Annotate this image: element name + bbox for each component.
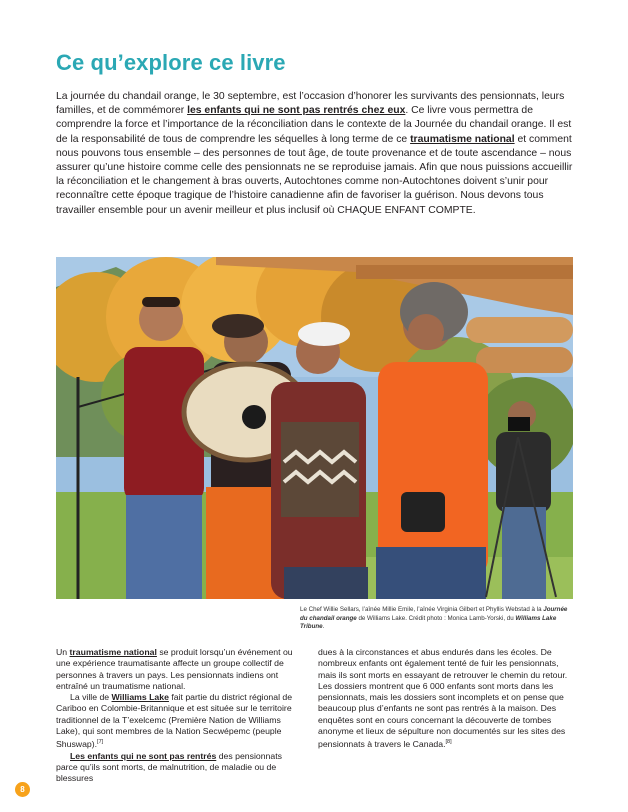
caption-event-name: Journée du chandail orange	[300, 606, 568, 622]
right-column-paragraph	[318, 647, 574, 751]
intro-paragraph	[56, 90, 576, 218]
caption-text: Le Chef Willie Sellars, l’aînée Millie Emile, l’aînée Virginia Gilbert et Phyllis Webstad à la	[300, 606, 544, 613]
intro-text: et comment nous pouvons tous ensemble – des personnes de tout âge, de toute provenance et de toute ascendance – nous assurer qu’une histoire comme celle des pensionnats ne se reproduise jamais. Afin que nous puissions accueillir la réconciliation et le changement à bras ouverts, Autochtones comme non-Autochtones doivent s’unir pour reconnaître cette époque tragique de l’histoire canadienne afin de favoriser la guérison. Nous devons tous travailler ensemble pour un avenir meilleur et plus inclusif où CHAQUE ENFANT COMPTE.	[56, 133, 573, 216]
intro-text: La journée du chandail orange, le 30 septembre, est l’occasion d’honorer les survivants des pensionnats, leurs familles, et de commémorer	[56, 91, 565, 117]
footnote-ref[interactable]: [8]	[445, 739, 452, 746]
body-text: La ville de	[70, 692, 112, 703]
right-column	[318, 647, 574, 751]
link-enfants-non-rentres-def[interactable]: Les enfants qui ne sont pas rentrés	[70, 750, 217, 761]
page-title: Ce qu’explore ce livre	[56, 50, 286, 75]
photo-caption	[300, 606, 573, 632]
link-williams-lake[interactable]: Williams Lake	[111, 692, 169, 703]
enfants-paragraph	[56, 751, 304, 785]
intro-text: . Ce livre vous permettra de comprendre la force et l’importance de la réconciliation dans le contexte de la Journée du chandail orange. Il est de la responsabilité de tous de comprendre les séquelles à long terme de ce	[56, 105, 572, 145]
body-text: Un	[56, 647, 70, 657]
left-column	[56, 647, 304, 784]
link-enfants-non-rentres[interactable]: les enfants qui ne sont pas rentrés chez eux	[187, 105, 406, 117]
page-number-badge: 8	[15, 782, 30, 797]
caption-newspaper-name: Williams Lake Tribune	[300, 614, 557, 631]
link-traumatisme-national-def[interactable]: traumatisme national	[69, 647, 157, 657]
body-text: dues à la circonstances et abus endurés dans les écoles. De nombreux enfants ont également tenté de fuir les pensionnats, mais ils sont morts en essayant de retrouver le chemin du retour. Les dossiers montrent que 6 000 enfants sont morts dans les pensionnats, mais les dossiers sont incomplets et on pense que beaucoup plus d’enfants ne sont pas rentrés à la maison. Des enquêtes sont en cours concernant la découverte de tombes anonyme et lieux de sépulture non documentés sur les sites des pensionnats à travers le Canada.	[318, 647, 568, 750]
body-text: fait partie du district régional de Cariboo en Colombie-Britannique et est située sur le territoire traditionnel de la T’exelcemc (Première Nation de Williams Lake), qui sont membres de la Nation Secwépemc (peuple Shuswap).	[56, 692, 293, 750]
ceremony-photo	[56, 257, 573, 599]
body-text: se produit lorsqu’un événement ou une expérience traumatisante affecte un groupe collectif de personnes à travers un pays. Les pensionnats indiens ont entraîné un traumatisme national.	[56, 647, 293, 691]
body-text: des pensionnats parce qu’ils sont morts, de malnutrition, de maladie ou de blessures	[56, 750, 282, 784]
link-traumatisme-national[interactable]: traumatisme national	[410, 133, 515, 145]
footnote-ref[interactable]: [7]	[97, 739, 104, 746]
caption-text: de Williams Lake. Crédit photo : Monica Lamb-Yorski, du	[356, 614, 516, 622]
williams-lake-paragraph	[56, 692, 304, 750]
traumatisme-paragraph	[56, 647, 304, 692]
caption-text: .	[322, 623, 325, 631]
